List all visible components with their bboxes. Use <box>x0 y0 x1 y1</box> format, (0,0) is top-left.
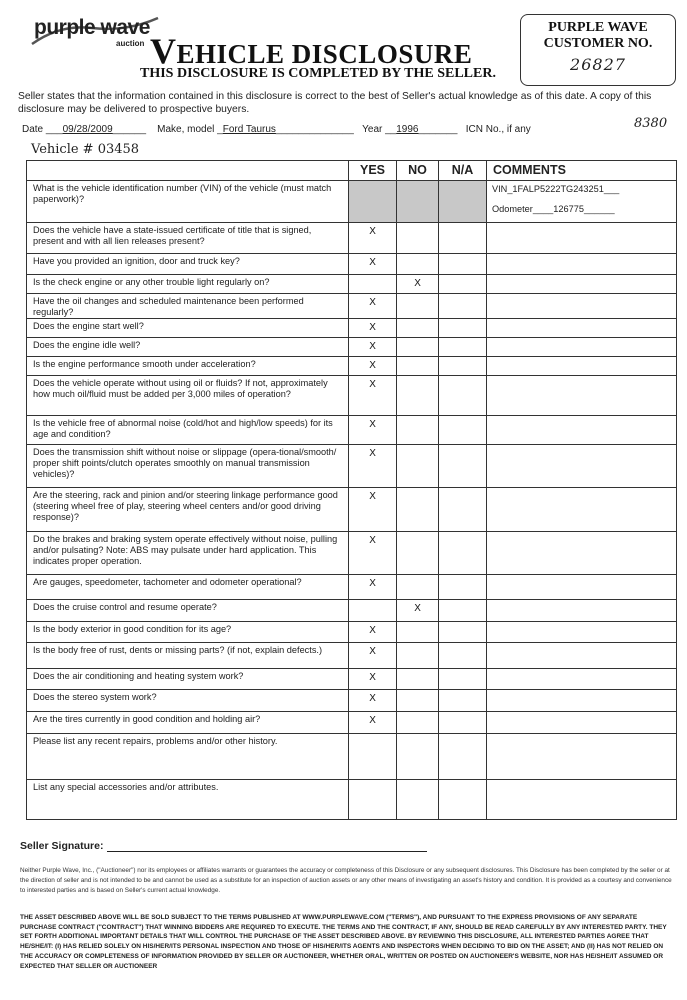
no-mark <box>397 319 439 338</box>
no-mark <box>397 338 439 357</box>
yes-mark <box>349 600 397 622</box>
customer-number-box <box>520 14 676 86</box>
no-mark <box>397 254 439 275</box>
na-mark <box>439 643 487 669</box>
vehicle-info-line: Date ___09/28/2009______ Make, model _Ford Taurus______________ Year __1996_______ ICN No., if any <box>22 124 531 135</box>
yes-mark: X <box>349 319 397 338</box>
comment-cell <box>487 643 677 669</box>
yes-mark: X <box>349 690 397 712</box>
yes-cell-vin <box>349 181 397 223</box>
table-row <box>27 600 677 622</box>
question-text: Is the check engine or any other trouble light regularly on? <box>27 275 349 294</box>
no-mark <box>397 669 439 690</box>
yes-mark <box>349 780 397 820</box>
yes-mark: X <box>349 669 397 690</box>
na-mark <box>439 275 487 294</box>
table-row <box>27 223 677 254</box>
yes-mark: X <box>349 294 397 319</box>
comment-cell <box>487 338 677 357</box>
question-text: Is the body free of rust, dents or missing parts? (if not, explain defects.) <box>27 643 349 669</box>
seller-signature <box>20 840 427 852</box>
yes-mark: X <box>349 575 397 600</box>
comment-cell <box>487 223 677 254</box>
yes-mark: X <box>349 223 397 254</box>
table-row <box>27 275 677 294</box>
comment-cell <box>487 780 677 820</box>
header-question <box>27 161 349 181</box>
terms-text: THE ASSET DESCRIBED ABOVE WILL BE SOLD SUBJECT TO THE TERMS PUBLISHED AT WWW.PURPLEWAVE.COM ("TERMS"), AND PURSUANT TO THE EXPRESS PROVISIONS OF ANY SEPARATE PURCHASE CONTRACT ("CONTRACT") THAT WINNING BIDDERS ARE REQUIRED TO EXECUTE. THE TERMS AND THE CONTRACT, IF ANY, SHOULD BE READ CAREFULLY BY ANY INTERESTED PARTY. THEY SET FORTH ADDITIONAL IMPORTANT DETAILS THAT WILL CONTROL THE PURCHASE OF THE ASSET DESCRIBED ABOVE. BY REVIEWING THIS DISCLOSURE, ALL INTERESTED PARTIES AGREE THAT HE/SHE/IT: (I) HAS RELIED SOLELY ON HIS/HER/ITS PERSONAL INSPECTION AND THOSE OF HIS/HER/ITS AGENTS AND INSPECTORS WHEN DECIDING TO BID ON THE ASSET; AND (II) HAS NOT RELIED ON THE ACCURACY OR COMPLETENESS OF INFORMATION PROVIDED BY SELLER OR AUCTIONEER, WHETHER ORAL, WRITTEN OR POSTED ON AUCTIONEER'S WEBSITE, NOR HAS HE/SHE/IT ASSUMED OR EXPECTED THAT SELLER OR AUCTIONEER <box>20 914 667 970</box>
yes-mark: X <box>349 376 397 416</box>
header-comments: COMMENTS <box>487 161 677 181</box>
na-mark <box>439 575 487 600</box>
question-text: Does the engine idle well? <box>27 338 349 357</box>
table-row <box>27 294 677 319</box>
icn-value: 8380 <box>634 116 668 131</box>
table-row <box>27 532 677 575</box>
disclosure-table <box>26 160 677 820</box>
question-text: Have the oil changes and scheduled maintenance been performed regularly? <box>27 294 349 319</box>
question-text: Are the tires currently in good condition and holding air? <box>27 712 349 734</box>
question-vin: What is the vehicle identification number (VIN) of the vehicle (must match paperwork)? <box>27 181 349 223</box>
date-label: Date <box>22 124 44 135</box>
table-row <box>27 445 677 488</box>
header-no: NO <box>397 161 439 181</box>
table-row <box>27 357 677 376</box>
no-mark <box>397 223 439 254</box>
question-text: Does the vehicle operate without using oil or fluids? If not, approximately how much oil/fluid must be added per 3,000 miles of operation? <box>27 376 349 416</box>
comments-vin <box>487 181 677 223</box>
intro-statement: Seller states that the information contained in this disclosure is correct to the best of Seller's actual knowledge as of this date. A copy of this disclosure may be delivered to prospective buyers. <box>18 91 652 115</box>
table-row <box>27 319 677 338</box>
yes-mark: X <box>349 445 397 488</box>
question-text: Have you provided an ignition, door and truck key? <box>27 254 349 275</box>
no-mark <box>397 294 439 319</box>
year-value: 1996 <box>396 124 419 135</box>
question-text: List any special accessories and/or attributes. <box>27 780 349 820</box>
yes-mark <box>349 275 397 294</box>
na-cell-vin <box>439 181 487 223</box>
no-cell-vin <box>397 181 439 223</box>
signature-line[interactable] <box>107 842 427 852</box>
comment-cell <box>487 669 677 690</box>
yes-mark: X <box>349 338 397 357</box>
question-text: Do the brakes and braking system operate effectively without noise, pulling and/or pulsating? Note: ABS may pulsate under hard application. This indicates proper operation. <box>27 532 349 575</box>
question-text: Does the engine start well? <box>27 319 349 338</box>
make-model-value: Ford Taurus <box>222 124 276 135</box>
comment-cell <box>487 690 677 712</box>
no-mark <box>397 712 439 734</box>
comment-cell <box>487 254 677 275</box>
table-row <box>27 690 677 712</box>
na-mark <box>439 416 487 445</box>
na-mark <box>439 669 487 690</box>
logo-subtext: auction <box>116 39 145 48</box>
no-mark: X <box>397 275 439 294</box>
logo-text: purple wave <box>34 16 150 39</box>
date-value: 09/28/2009 <box>62 124 113 135</box>
table-row <box>27 669 677 690</box>
na-mark <box>439 338 487 357</box>
no-mark <box>397 690 439 712</box>
table-row <box>27 488 677 532</box>
yes-mark: X <box>349 622 397 643</box>
table-row <box>27 416 677 445</box>
page-subtitle: THIS DISCLOSURE IS COMPLETED BY THE SELLER. <box>140 66 496 81</box>
no-mark <box>397 575 439 600</box>
no-mark: X <box>397 600 439 622</box>
comment-cell <box>487 532 677 575</box>
question-text: Is the engine performance smooth under acceleration? <box>27 357 349 376</box>
table-row <box>27 780 677 820</box>
customer-box-line2: CUSTOMER NO. <box>543 36 653 51</box>
yes-mark: X <box>349 488 397 532</box>
na-mark <box>439 445 487 488</box>
na-mark <box>439 600 487 622</box>
comment-cell <box>487 734 677 780</box>
na-mark <box>439 254 487 275</box>
comment-cell <box>487 357 677 376</box>
icn-label: ICN No., if any <box>465 124 531 135</box>
question-text: Does the air conditioning and heating system work? <box>27 669 349 690</box>
year-label: Year <box>362 124 383 135</box>
comment-cell <box>487 294 677 319</box>
no-mark <box>397 622 439 643</box>
question-text: Are the steering, rack and pinion and/or steering linkage performance good (steering wheel free of play, steering wheel centers and/or good driving response)? <box>27 488 349 532</box>
no-mark <box>397 734 439 780</box>
yes-mark: X <box>349 532 397 575</box>
na-mark <box>439 780 487 820</box>
vehicle-number: Vehicle # 03458 <box>31 142 140 157</box>
na-mark <box>439 376 487 416</box>
vin-comment: VIN_1FALP5222TG243251___ <box>492 184 620 194</box>
yes-mark: X <box>349 416 397 445</box>
table-header-row <box>27 161 677 181</box>
table-row <box>27 712 677 734</box>
question-text: Is the vehicle free of abnormal noise (cold/hot and high/low speeds) for its age and condition? <box>27 416 349 445</box>
customer-number-value: 26827 <box>570 55 626 74</box>
header-yes: YES <box>349 161 397 181</box>
comment-cell <box>487 622 677 643</box>
comment-cell <box>487 275 677 294</box>
question-text: Does the vehicle have a state-issued certificate of title that is signed, present and with all lien releases present? <box>27 223 349 254</box>
yes-mark <box>349 734 397 780</box>
make-model-label: Make, model <box>157 124 215 135</box>
comment-cell <box>487 600 677 622</box>
question-text: Is the body exterior in good condition for its age? <box>27 622 349 643</box>
no-mark <box>397 445 439 488</box>
customer-box-line1: PURPLE WAVE <box>548 20 648 35</box>
comment-cell <box>487 575 677 600</box>
question-text: Please list any recent repairs, problems and/or other history. <box>27 734 349 780</box>
na-mark <box>439 622 487 643</box>
no-mark <box>397 780 439 820</box>
yes-mark: X <box>349 357 397 376</box>
table-row-vin <box>27 181 677 223</box>
no-mark <box>397 643 439 669</box>
title-initial: V <box>150 31 177 71</box>
comment-cell <box>487 712 677 734</box>
table-row <box>27 643 677 669</box>
table-row <box>27 376 677 416</box>
header-na: N/A <box>439 161 487 181</box>
question-text: Does the transmission shift without noise or slippage (opera-tional/smooth/ proper shift points/clutch operates smoothly on manual transmission vehicles)? <box>27 445 349 488</box>
signature-label: Seller Signature: <box>20 840 104 852</box>
na-mark <box>439 357 487 376</box>
question-text: Does the stereo system work? <box>27 690 349 712</box>
table-row <box>27 622 677 643</box>
table-row <box>27 338 677 357</box>
na-mark <box>439 734 487 780</box>
comment-cell <box>487 319 677 338</box>
table-row <box>27 734 677 780</box>
na-mark <box>439 223 487 254</box>
yes-mark: X <box>349 254 397 275</box>
question-text: Are gauges, speedometer, tachometer and odometer operational? <box>27 575 349 600</box>
comment-cell <box>487 445 677 488</box>
na-mark <box>439 294 487 319</box>
na-mark <box>439 488 487 532</box>
question-text: Does the cruise control and resume operate? <box>27 600 349 622</box>
comment-cell <box>487 416 677 445</box>
disclaimer-text: Neither Purple Wave, Inc., ("Auctioneer") nor its employees or affiliates warrants or guarantees the accuracy or completeness of this Disclosure or any subsequent disclosures. This Disclosure has been completed by the seller or at the direction of seller and is not intended to be and cannot be used as a substitute for an inspection of auction assets or any other means of investigating an asset's history and condition. It is provided as a courtesy and convenience to interested parties and is based on Seller's current actual knowledge. <box>20 867 672 894</box>
na-mark <box>439 690 487 712</box>
title-rest: EHICLE DISCLOSURE <box>176 39 473 69</box>
comment-cell <box>487 376 677 416</box>
odometer-comment: Odometer____126775______ <box>492 204 615 214</box>
no-mark <box>397 357 439 376</box>
yes-mark: X <box>349 643 397 669</box>
na-mark <box>439 712 487 734</box>
table-row <box>27 254 677 275</box>
na-mark <box>439 532 487 575</box>
na-mark <box>439 319 487 338</box>
no-mark <box>397 376 439 416</box>
table-row <box>27 575 677 600</box>
no-mark <box>397 416 439 445</box>
no-mark <box>397 488 439 532</box>
comment-cell <box>487 488 677 532</box>
no-mark <box>397 532 439 575</box>
yes-mark: X <box>349 712 397 734</box>
